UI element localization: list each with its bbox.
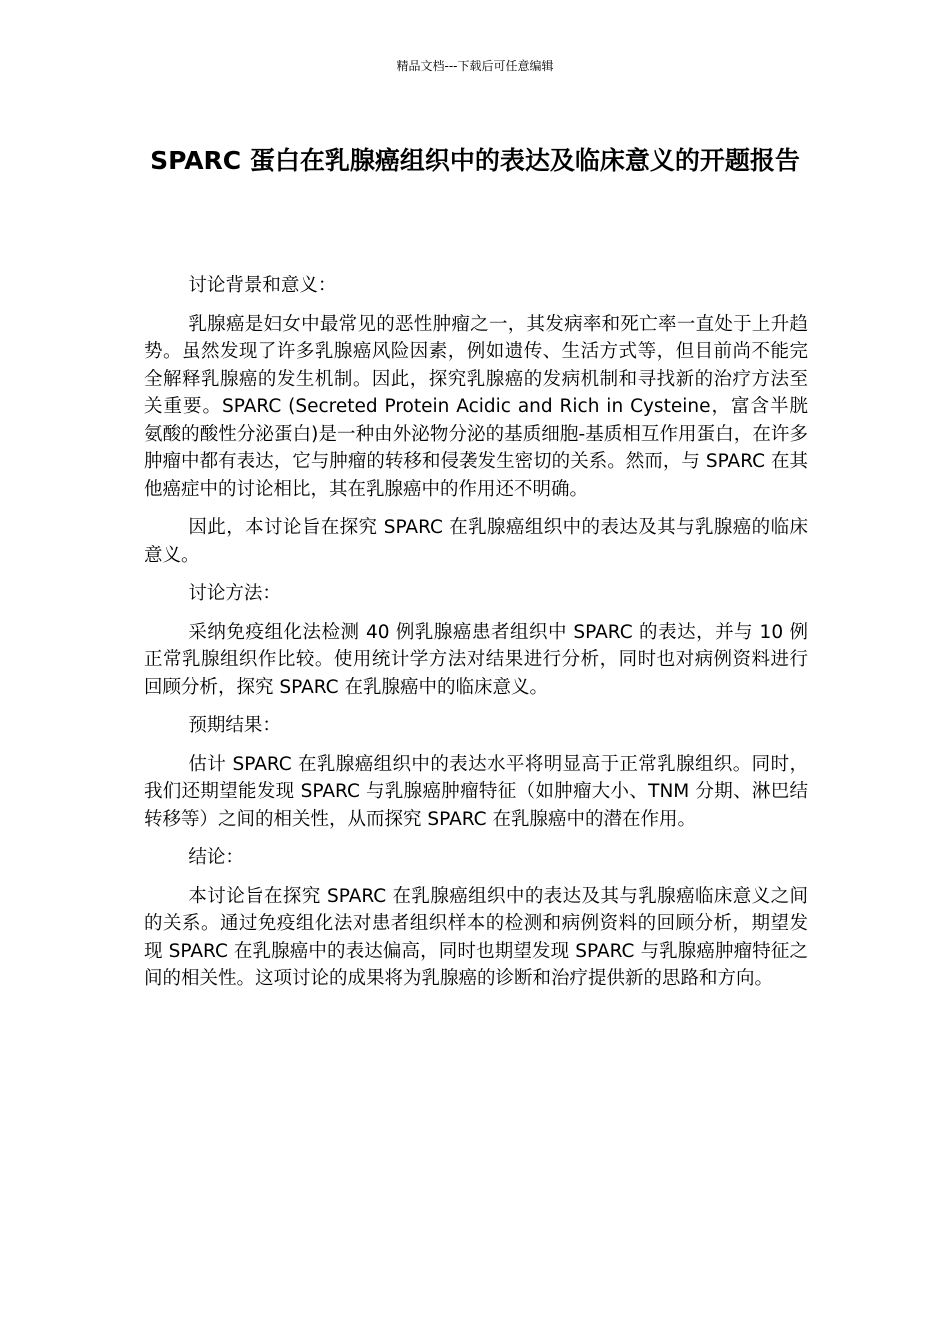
paragraph: 本讨论旨在探究 SPARC 在乳腺癌组织中的表达及其与乳腺癌临床意义之间的关系。通过免疫组化法对患者组织样本的检测和病例资料的回顾分析，期望发现 SPARC 在乳腺癌中的表达偏高，同时也期望发现 SPARC 与乳腺癌肿瘤特征之间的相关性。这项讨论的成果将为乳腺癌的诊断和治疗提供新的思路和方向。 [144,885,808,989]
page-header-note: 精品文档---下载后可任意编辑 [396,59,554,73]
section-methods [144,580,808,701]
paragraph: 估计 SPARC 在乳腺癌组织中的表达水平将明显高于正常乳腺组织。同时，我们还期望能发现 SPARC 与乳腺癌肿瘤特征（如肿瘤大小、TNM 分期、淋巴结转移等）之间的相关性，从而探究 SPARC 在乳腺癌中的潜在作用。 [144,753,808,830]
document-title: SPARC 蛋白在乳腺癌组织中的表达及临床意义的开题报告 [150,146,800,175]
section-background [144,272,808,569]
section-heading-conclusion: 结论： [188,847,244,868]
section-heading-methods: 讨论方法： [188,583,281,604]
section-heading-expected-results: 预期结果： [188,715,281,736]
paragraph: 采纳免疫组化法检测 40 例乳腺癌患者组织中 SPARC 的表达，并与 10 例正常乳腺组织作比较。使用统计学方法对结果进行分析，同时也对病例资料进行回顾分析，探究 SPARC 在乳腺癌中的临床意义。 [144,621,808,698]
section-expected-results [144,712,808,833]
paragraph: 因此，本讨论旨在探究 SPARC 在乳腺癌组织中的表达及其与乳腺癌的临床意义。 [144,517,808,566]
section-heading-background: 讨论背景和意义： [188,275,337,296]
section-conclusion [144,844,808,993]
document-body [144,272,808,1004]
paragraph: 乳腺癌是妇女中最常见的恶性肿瘤之一，其发病率和死亡率一直处于上升趋势。虽然发现了许多乳腺癌风险因素，例如遗传、生活方式等，但目前尚不能完全解释乳腺癌的发生机制。因此，探究乳腺癌的发病机制和寻找新的治疗方法至关重要。SPARC (Secreted Protein Acidic and Rich in Cysteine，富含半胱氨酸的酸性分泌蛋白)是一种由外泌物分泌的基质细胞-基质相互作用蛋白，在许多肿瘤中都有表达，它与肿瘤的转移和侵袭发生密切的关系。然而，与 SPARC 在其他癌症中的讨论相比，其在乳腺癌中的作用还不明确。 [144,313,808,500]
